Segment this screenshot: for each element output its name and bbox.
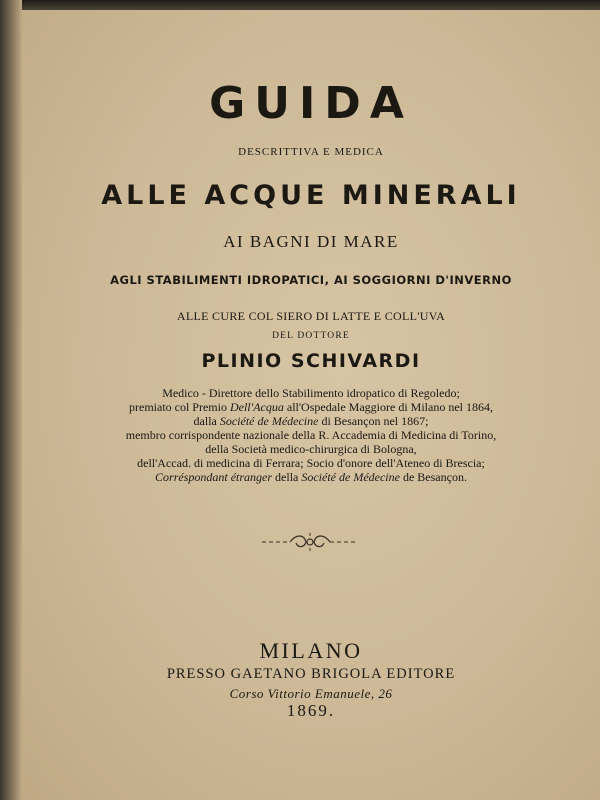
credential-italic: Corréspondant étranger bbox=[155, 470, 273, 484]
title-page bbox=[22, 10, 600, 800]
credential-text: all'Ospedale Maggiore di Milano nel 1864, bbox=[283, 400, 493, 414]
publication-city: MILANO bbox=[259, 638, 363, 663]
credential-line: della Società medico-chirurgica di Bologna, bbox=[205, 442, 417, 456]
credential-text: della bbox=[272, 470, 302, 484]
publisher-address: Corso Vittorio Emanuele, 26 bbox=[229, 686, 393, 701]
book-spine-edge bbox=[0, 0, 22, 800]
fleuron-icon bbox=[260, 530, 360, 554]
credential-line: dell'Accad. di medicina di Ferrara; Socio d'onore dell'Ateneo di Brescia; bbox=[137, 456, 485, 470]
subtitle-establishments: AGLI STABILIMENTI IDROPATICI, AI SOGGIORNI D'INVERNO bbox=[110, 273, 512, 287]
page-top-edge bbox=[0, 0, 600, 10]
credential-line bbox=[22, 400, 600, 415]
credential-text: dalla bbox=[193, 414, 220, 428]
credential-italic: Dell'Acqua bbox=[229, 400, 284, 414]
credential-italic: Société de Médecine bbox=[219, 414, 319, 428]
credential-text: premiato col Premio bbox=[129, 400, 230, 414]
subtitle-cures: ALLE CURE COL SIERO DI LATTE E COLL'UVA bbox=[176, 309, 446, 323]
credential-text: de Besançon. bbox=[399, 470, 467, 484]
subtitle-by-doctor: DEL DOTTORE bbox=[272, 331, 350, 341]
subtitle-descriptive: DESCRITTIVA E MEDICA bbox=[238, 146, 384, 158]
credential-line: Medico - Direttore dello Stabilimento idropatico di Regoledo; bbox=[162, 386, 460, 400]
publisher-name: PRESSO GAETANO BRIGOLA EDITORE bbox=[166, 666, 456, 682]
credential-line bbox=[22, 414, 600, 429]
credential-italic: Société de Médecine bbox=[301, 470, 400, 484]
credential-line: membro corrispondente nazionale della R. Accademia di Medicina di Torino, bbox=[125, 428, 497, 442]
author-name: PLINIO SCHIVARDI bbox=[201, 350, 421, 372]
main-title: ALLE ACQUE MINERALI bbox=[101, 180, 521, 211]
credential-line bbox=[22, 470, 600, 485]
book-title: GUIDA bbox=[209, 78, 413, 129]
publication-year: 1869. bbox=[286, 701, 336, 720]
subtitle-sea-baths: AI BAGNI DI MARE bbox=[223, 232, 399, 251]
credential-text: di Besançon nel 1867; bbox=[318, 414, 429, 428]
